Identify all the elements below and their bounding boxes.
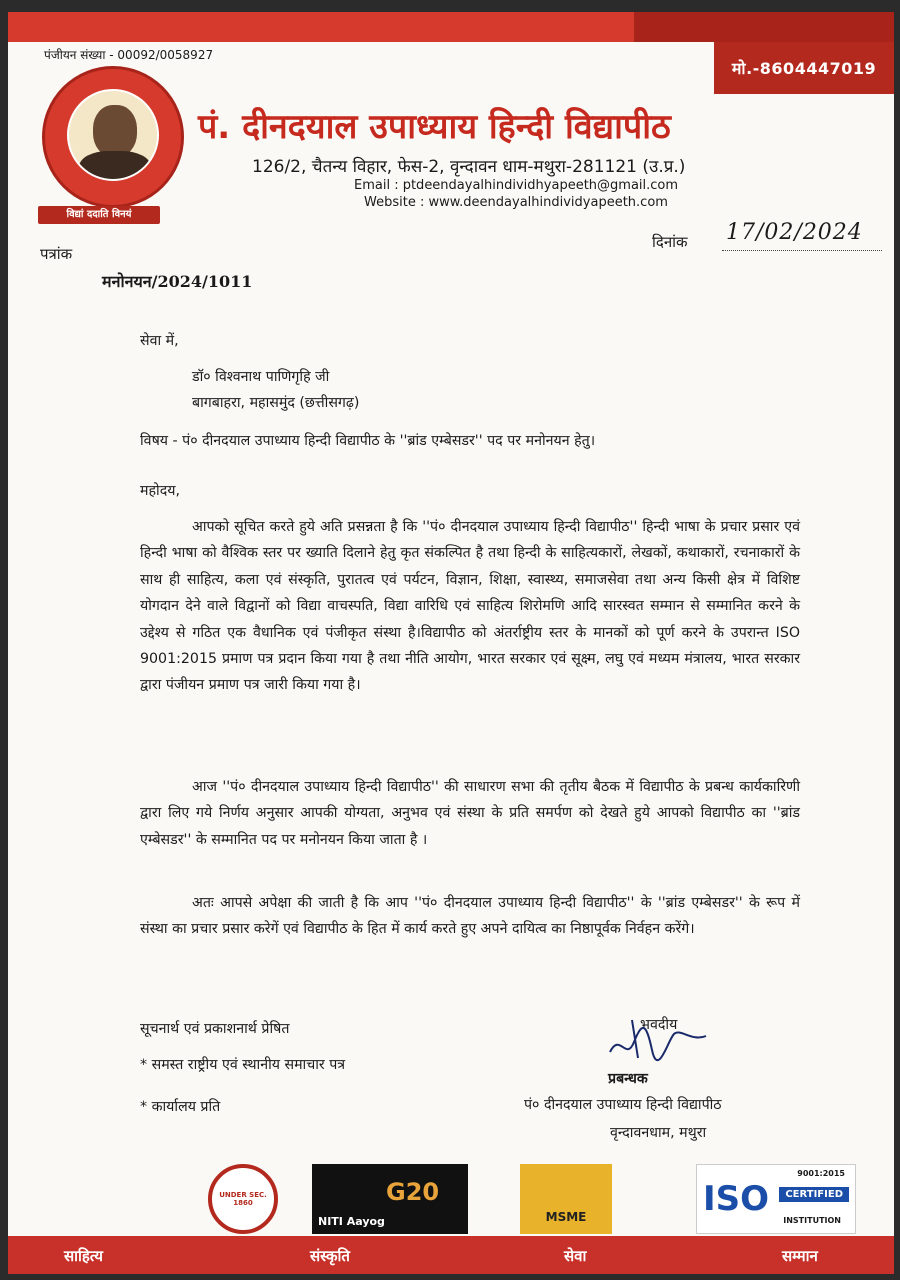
designation: प्रबन्धक	[608, 1071, 648, 1087]
subject-line: विषय - पं० दीनदयाल उपाध्याय हिन्दी विद्यापीठ के ''ब्रांड एम्बेसडर'' पद पर मनोनयन हेतु।	[140, 433, 596, 449]
footer-band	[8, 1236, 894, 1274]
org-logo	[42, 66, 184, 208]
iso-badge: 9001:2015 ISO CERTIFIED INSTITUTION	[696, 1164, 856, 1234]
org-website: Website : www.deendayalhindividyapeeth.com	[364, 195, 668, 210]
salutation: महोदय,	[140, 483, 180, 499]
date-label: दिनांक	[652, 233, 688, 251]
date-value: 17/02/2024	[726, 220, 863, 245]
niti-label: NITI Aayog	[318, 1215, 385, 1228]
cc-item-newspapers: * समस्त राष्ट्रीय एवं स्थानीय समाचार पत्र	[140, 1057, 346, 1073]
to-line: सेवा में,	[140, 333, 179, 349]
reference-number: मनोनयन/2024/1011	[102, 272, 253, 291]
footer-item-samman: सम्मान	[782, 1247, 818, 1265]
signatory-place: वृन्दावनधाम, मथुरा	[610, 1125, 707, 1141]
phone-number: मो.-8604447019	[714, 42, 894, 94]
top-band-accent	[634, 12, 894, 42]
date-underline	[722, 250, 882, 251]
registration-seal-icon: UNDER SEC. 1860	[208, 1164, 278, 1234]
cc-heading: सूचनार्थ एवं प्रकाशनार्थ प्रेषित	[140, 1021, 290, 1037]
letter-page	[8, 12, 894, 1274]
body-paragraph-1: आपको सूचित करते हुये अति प्रसन्नता है कि ''पं० दीनदयाल उपाध्याय हिन्दी विद्यापीठ'' हिन्दी भाषा के प्रचार प्रसार एवं हिन्दी भाषा को वैश्विक स्तर पर ख्याति दिलाने हेतु कृत संकल्पित है तथा हिन्दी के साहित्यकारों, लेखकों, कथाकारों, रचनाकारों के साथ ही साहित्य, कला एवं संस्कृति, पुरातत्व एवं पर्यटन, विज्ञान, शिक्षा, स्वास्थ्य, समाजसेवा तथा अन्य किसी क्षेत्र में विशिष्ट योगदान देने वाले विद्वानों को विद्या वाचस्पति, विद्या वारिधि एवं साहित्य शिरोमणि आदि सारस्वत सम्मान से सम्मानित करने के उद्देश्य से गठित एक वैधानिक एवं पंजीकृत संस्था है।विद्यापीठ को अंतर्राष्ट्रीय स्तर के मानकों को पूर्ण करने के उपरान्त ISO 9001:2015 प्रमाण पत्र प्रदान किया गया है तथा नीति आयोग, भारत सरकार एवं सूक्ष्म, लघु एवं मध्यम मंत्रालय, भारत सरकार द्वारा पंजीयन प्रमाण पत्र जारी किया गया है।	[140, 519, 800, 694]
msme-badge: MSME	[520, 1164, 612, 1234]
patrank-label: पत्रांक	[40, 245, 73, 263]
org-address: 126/2, चैतन्य विहार, फेस-2, वृन्दावन धाम-मथुरा-281121 (उ.प्र.)	[252, 157, 686, 177]
org-name: पं. दीनदयाल उपाध्याय हिन्दी विद्यापीठ	[198, 107, 671, 147]
closing: भवदीय	[640, 1017, 678, 1033]
recipient-address: बागबाहरा, महासमुंद (छत्तीसगढ़)	[192, 395, 360, 411]
registration-number: पंजीयन संख्या - 00092/0058927	[44, 48, 214, 62]
recipient-name: डॉ० विश्वनाथ पाणिगृहि जी	[192, 369, 330, 385]
body-paragraph-2: आज ''पं० दीनदयाल उपाध्याय हिन्दी विद्यापीठ'' की साधारण सभा की तृतीय बैठक में विद्यापीठ के प्रबन्ध कार्यकारिणी द्वारा लिए गये निर्णय अनुसार आपकी योग्यता, अनुभव एवं संस्था के प्रति समर्पण को देखते हुये आपको विद्यापीठ का ''ब्रांड एम्बेसडर'' के सम्मानित पद पर मनोनयन किया जाता है ।	[140, 779, 800, 848]
org-email: Email : ptdeendayalhindividhyapeeth@gmail.com	[354, 178, 679, 193]
accreditation-badges	[8, 1160, 894, 1240]
portrait-icon	[67, 89, 159, 181]
signatory-org: पं० दीनदयाल उपाध्याय हिन्दी विद्यापीठ	[524, 1097, 722, 1113]
g20-label: G20	[386, 1178, 440, 1206]
logo-motto: विद्यां ददाति विनयं	[38, 206, 160, 224]
footer-item-sahitya: साहित्य	[64, 1247, 103, 1265]
footer-item-sanskriti: संस्कृति	[310, 1247, 350, 1265]
footer-item-seva: सेवा	[564, 1247, 587, 1265]
niti-g20-badge	[312, 1164, 468, 1234]
cc-item-office: * कार्यालय प्रति	[140, 1099, 221, 1115]
body-paragraph-3: अतः आपसे अपेक्षा की जाती है कि आप ''पं० दीनदयाल उपाध्याय हिन्दी विद्यापीठ'' के ''ब्रांड एम्बेसडर'' के रूप में संस्था का प्रचार प्रसार करेगें एवं विद्यापीठ के हित में कार्य करते हुए अपने दायित्व का निष्ठापूर्वक निर्वहन करेंगे।	[140, 895, 800, 938]
